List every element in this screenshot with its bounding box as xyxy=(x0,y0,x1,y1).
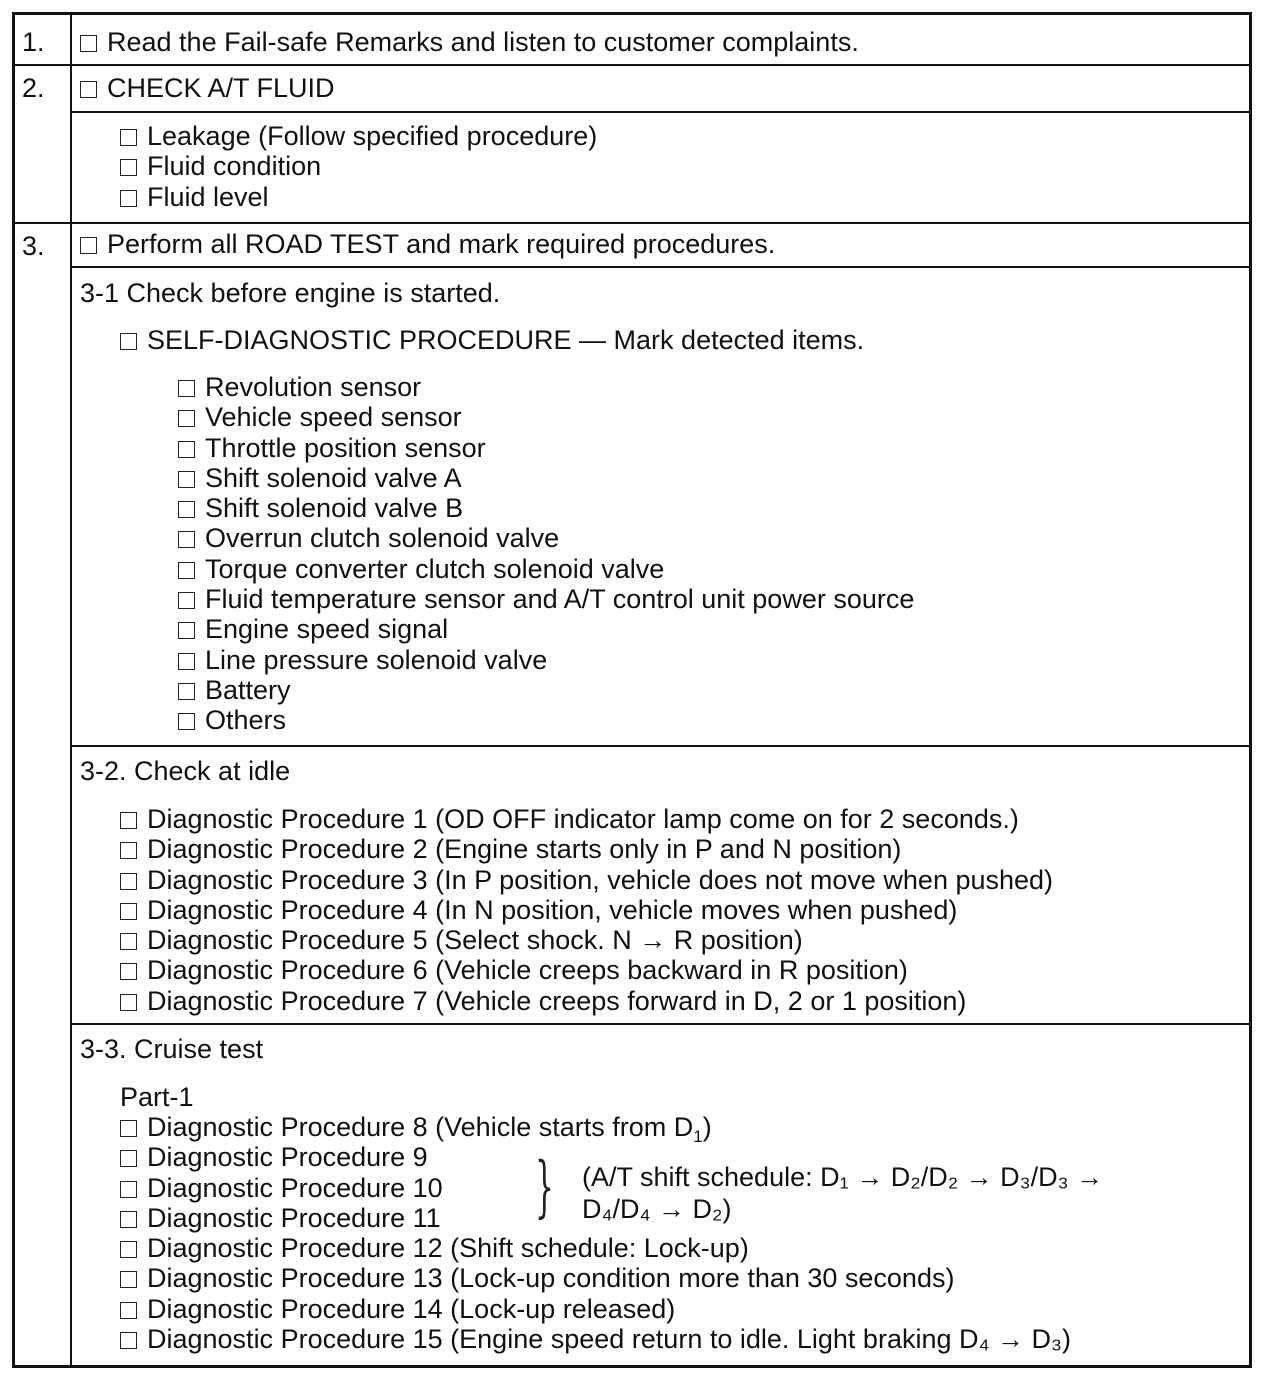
checkbox[interactable] xyxy=(120,1241,137,1258)
list-item[interactable]: Revolution sensor xyxy=(178,372,914,402)
checkbox[interactable] xyxy=(178,562,195,579)
list-item[interactable]: Fluid temperature sensor and A/T control unit power source xyxy=(178,584,914,614)
list-item[interactable]: Battery xyxy=(178,675,914,705)
checkbox[interactable] xyxy=(80,237,97,254)
checkbox[interactable] xyxy=(120,1302,137,1319)
list-item[interactable]: Shift solenoid valve A xyxy=(178,463,914,493)
idle-check-list xyxy=(120,804,1053,1016)
section-2-label: CHECK A/T FLUID xyxy=(107,73,335,103)
list-item[interactable]: Diagnostic Procedure 9 xyxy=(120,1142,1071,1172)
checkbox[interactable] xyxy=(120,1332,137,1349)
sub-divider xyxy=(70,745,1252,747)
section-3-label: Perform all ROAD TEST and mark required procedures. xyxy=(107,229,776,259)
list-item[interactable]: Torque converter clutch solenoid valve xyxy=(178,554,914,584)
cruise-test-list xyxy=(120,1112,1071,1354)
list-item[interactable]: Line pressure solenoid valve xyxy=(178,645,914,675)
checkbox[interactable] xyxy=(120,159,137,176)
section-1-label: Read the Fail-safe Remarks and listen to customer complaints. xyxy=(107,27,859,57)
list-item[interactable]: Diagnostic Procedure 3 (In P position, vehicle does not move when pushed) xyxy=(120,865,1053,895)
checkbox[interactable] xyxy=(178,441,195,458)
checkbox[interactable] xyxy=(178,713,195,730)
list-item[interactable]: Throttle position sensor xyxy=(178,433,914,463)
checkbox[interactable] xyxy=(178,683,195,700)
checkbox[interactable] xyxy=(120,873,137,890)
list-item[interactable]: Leakage (Follow specified procedure) xyxy=(120,121,597,151)
detected-items-list xyxy=(178,372,914,736)
checkbox[interactable] xyxy=(120,903,137,920)
list-item[interactable]: Engine speed signal xyxy=(178,614,914,644)
checkbox[interactable] xyxy=(120,1150,137,1167)
fluid-check-list xyxy=(120,121,597,212)
section-number-2: 2. xyxy=(22,73,45,103)
subsection-title-3-3: 3-3. Cruise test xyxy=(80,1034,264,1064)
checkbox[interactable] xyxy=(120,933,137,950)
checkbox[interactable] xyxy=(178,410,195,427)
checkbox[interactable] xyxy=(120,190,137,207)
checkbox[interactable] xyxy=(178,380,195,397)
part-label: Part-1 xyxy=(120,1082,194,1112)
sub-divider xyxy=(70,1023,1252,1025)
list-item[interactable]: Diagnostic Procedure 2 (Engine starts only in P and N position) xyxy=(120,834,1053,864)
section-number-1: 1. xyxy=(22,27,45,57)
list-item[interactable]: Diagnostic Procedure 14 (Lock-up released) xyxy=(120,1294,1071,1324)
checkbox[interactable] xyxy=(120,1181,137,1198)
column-divider xyxy=(70,12,72,1368)
list-item[interactable]: Diagnostic Procedure 6 (Vehicle creeps backward in R position) xyxy=(120,955,1053,985)
checkbox[interactable] xyxy=(120,994,137,1011)
checkbox[interactable] xyxy=(178,471,195,488)
list-item[interactable]: Diagnostic Procedure 11 xyxy=(120,1203,1071,1233)
subsection-title-3-2: 3-2. Check at idle xyxy=(80,756,291,786)
section-2-item[interactable] xyxy=(80,73,335,103)
self-diagnostic-item[interactable]: SELF-DIAGNOSTIC PROCEDURE — Mark detected items. xyxy=(120,325,864,355)
row-divider xyxy=(12,64,1252,66)
list-item[interactable]: Diagnostic Procedure 12 (Shift schedule: Lock-up) xyxy=(120,1233,1071,1263)
checkbox[interactable] xyxy=(178,592,195,609)
checkbox[interactable] xyxy=(178,531,195,548)
row-divider xyxy=(12,222,1252,224)
list-item[interactable]: Vehicle speed sensor xyxy=(178,402,914,432)
shift-schedule-line-2: D₄/D₄ → D₂) xyxy=(582,1194,732,1224)
checkbox[interactable] xyxy=(178,622,195,639)
list-item[interactable]: Diagnostic Procedure 5 (Select shock. N → R position) xyxy=(120,925,1053,955)
checkbox[interactable] xyxy=(120,129,137,146)
checkbox[interactable] xyxy=(120,1211,137,1228)
checkbox[interactable] xyxy=(120,812,137,829)
list-item[interactable]: Diagnostic Procedure 4 (In N position, vehicle moves when pushed) xyxy=(120,895,1053,925)
checkbox[interactable] xyxy=(80,35,97,52)
checkbox[interactable] xyxy=(120,842,137,859)
sub-divider xyxy=(70,266,1252,268)
section-3-item[interactable] xyxy=(80,229,775,259)
checkbox[interactable] xyxy=(120,963,137,980)
list-item[interactable]: Overrun clutch solenoid valve xyxy=(178,523,914,553)
list-item[interactable]: Diagnostic Procedure 1 (OD OFF indicator lamp come on for 2 seconds.) xyxy=(120,804,1053,834)
brace-symbol: } xyxy=(535,1148,554,1225)
list-item[interactable]: Fluid level xyxy=(120,182,597,212)
list-item[interactable]: Fluid condition xyxy=(120,151,597,181)
checkbox[interactable] xyxy=(178,501,195,518)
section-1-item[interactable] xyxy=(80,27,859,57)
subsection-title-3-1: 3-1 Check before engine is started. xyxy=(80,278,501,308)
checkbox[interactable] xyxy=(80,81,97,98)
list-item[interactable]: Shift solenoid valve B xyxy=(178,493,914,523)
checkbox[interactable] xyxy=(120,1120,137,1137)
list-item[interactable]: Others xyxy=(178,705,914,735)
sub-divider xyxy=(70,111,1252,113)
list-item[interactable]: Diagnostic Procedure 8 (Vehicle starts from $D_1$) xyxy=(120,1112,1071,1142)
checkbox[interactable] xyxy=(120,1271,137,1288)
list-item[interactable]: Diagnostic Procedure 15 (Engine speed return to idle. Light braking D₄ → D₃) xyxy=(120,1324,1071,1354)
checkbox[interactable] xyxy=(178,653,195,670)
section-number-3: 3. xyxy=(22,231,45,261)
list-item[interactable]: Diagnostic Procedure 13 (Lock-up condition more than 30 seconds) xyxy=(120,1263,1071,1293)
shift-schedule-line-1: (A/T shift schedule: D₁ → D₂/D₂ → D₃/D₃ → xyxy=(582,1162,1104,1192)
list-item[interactable]: Diagnostic Procedure 10 xyxy=(120,1173,1071,1203)
checkbox[interactable] xyxy=(120,333,137,350)
list-item[interactable]: Diagnostic Procedure 7 (Vehicle creeps forward in D, 2 or 1 position) xyxy=(120,986,1053,1016)
